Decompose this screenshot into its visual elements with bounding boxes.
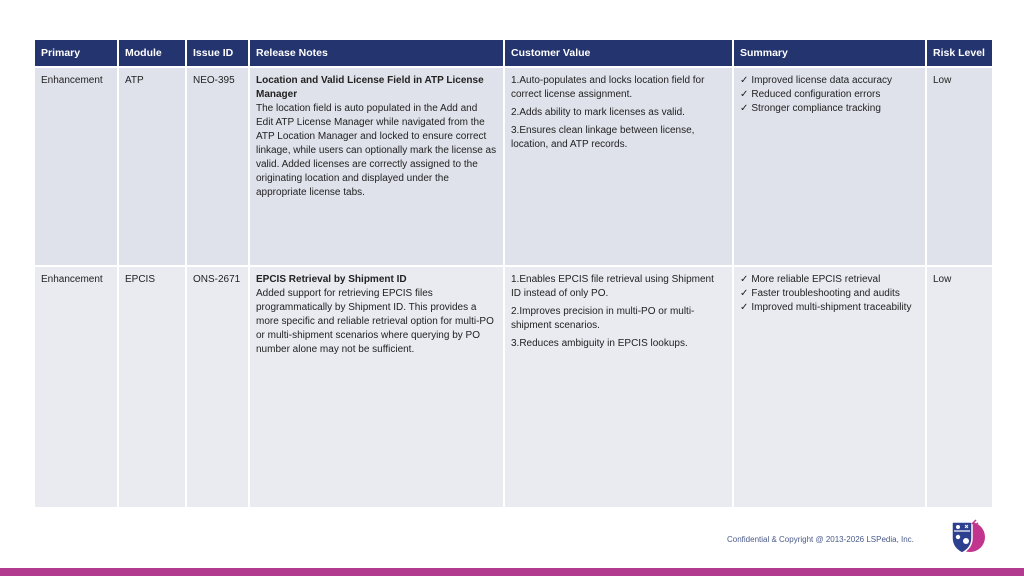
header-issue-id: Issue ID [186, 40, 249, 67]
cell-primary: Enhancement [35, 266, 118, 507]
cell-release-notes [249, 266, 504, 507]
cell-primary: Enhancement [35, 67, 118, 266]
summary-text: Faster troubleshooting and audits [751, 288, 900, 299]
release-notes-table [35, 40, 992, 507]
customer-value-item: 1.Enables EPCIS file retrieval using Shipment ID instead of only PO. [511, 274, 714, 299]
release-note-title: EPCIS Retrieval by Shipment ID [256, 274, 407, 285]
summary-text: Improved license data accuracy [751, 75, 893, 86]
cell-release-notes [249, 67, 504, 266]
customer-value-item: 3.Reduces ambiguity in EPCIS lookups. [511, 338, 688, 349]
table-row [35, 266, 992, 507]
customer-value-item: 2.Improves precision in multi-PO or multi-shipment scenarios. [511, 306, 695, 331]
cell-module: ATP [118, 67, 186, 266]
header-summary: Summary [733, 40, 926, 67]
header-customer-value: Customer Value [504, 40, 733, 67]
check-icon: ✓ [740, 274, 749, 285]
release-note-body: The location field is auto populated in the Add and Edit ATP License Manager while navigated from the ATP Location Manager and locked to ensure correct linkage, while users can optionally mark the license as valid. Added licenses are correctly assigned to the originating location and displayed under the appropriate license tabs. [256, 103, 497, 198]
release-note-title: Location and Valid License Field in ATP License Manager [256, 75, 484, 100]
cell-summary [733, 266, 926, 507]
cell-customer-value [504, 67, 733, 266]
check-icon: ✓ [740, 75, 749, 86]
cell-module: EPCIS [118, 266, 186, 507]
customer-value-item: 3.Ensures clean linkage between license, location, and ATP records. [511, 125, 695, 150]
customer-value-item: 2.Adds ability to mark licenses as valid. [511, 107, 685, 118]
table-header-row [35, 40, 992, 67]
summary-text: Reduced configuration errors [751, 89, 881, 100]
customer-value-item: 1.Auto-populates and locks location field for correct license assignment. [511, 75, 705, 100]
lspedia-logo-icon [946, 518, 986, 556]
cell-risk-level: Low [926, 266, 992, 507]
cell-summary [733, 67, 926, 266]
summary-text: Improved multi-shipment traceability [751, 302, 912, 313]
header-risk-level: Risk Level [926, 40, 992, 67]
summary-text: Stronger compliance tracking [751, 103, 881, 114]
summary-item [740, 102, 919, 116]
summary-text: More reliable EPCIS retrieval [751, 274, 881, 285]
summary-item [740, 287, 919, 301]
cell-issue-id: NEO-395 [186, 67, 249, 266]
summary-item [740, 273, 919, 287]
summary-item [740, 301, 919, 315]
cell-risk-level: Low [926, 67, 992, 266]
summary-item [740, 74, 919, 88]
check-icon: ✓ [740, 89, 749, 100]
header-module: Module [118, 40, 186, 67]
cell-customer-value [504, 266, 733, 507]
cell-issue-id: ONS-2671 [186, 266, 249, 507]
release-note-body: Added support for retrieving EPCIS files programmatically by Shipment ID. This provides a more specific and reliable retrieval option for multi-PO or multi-shipment scenarios where querying by PO number alone may not be sufficient. [256, 288, 494, 355]
table-row [35, 67, 992, 266]
release-notes-table-wrap [35, 40, 992, 507]
copyright-footer: Confidential & Copyright @ 2013-2026 LSPedia, Inc. [727, 535, 914, 544]
header-primary: Primary [35, 40, 118, 67]
header-release-notes: Release Notes [249, 40, 504, 67]
summary-item [740, 88, 919, 102]
bottom-accent-bar [0, 568, 1024, 576]
check-icon: ✓ [740, 288, 749, 299]
check-icon: ✓ [740, 103, 749, 114]
check-icon: ✓ [740, 302, 749, 313]
